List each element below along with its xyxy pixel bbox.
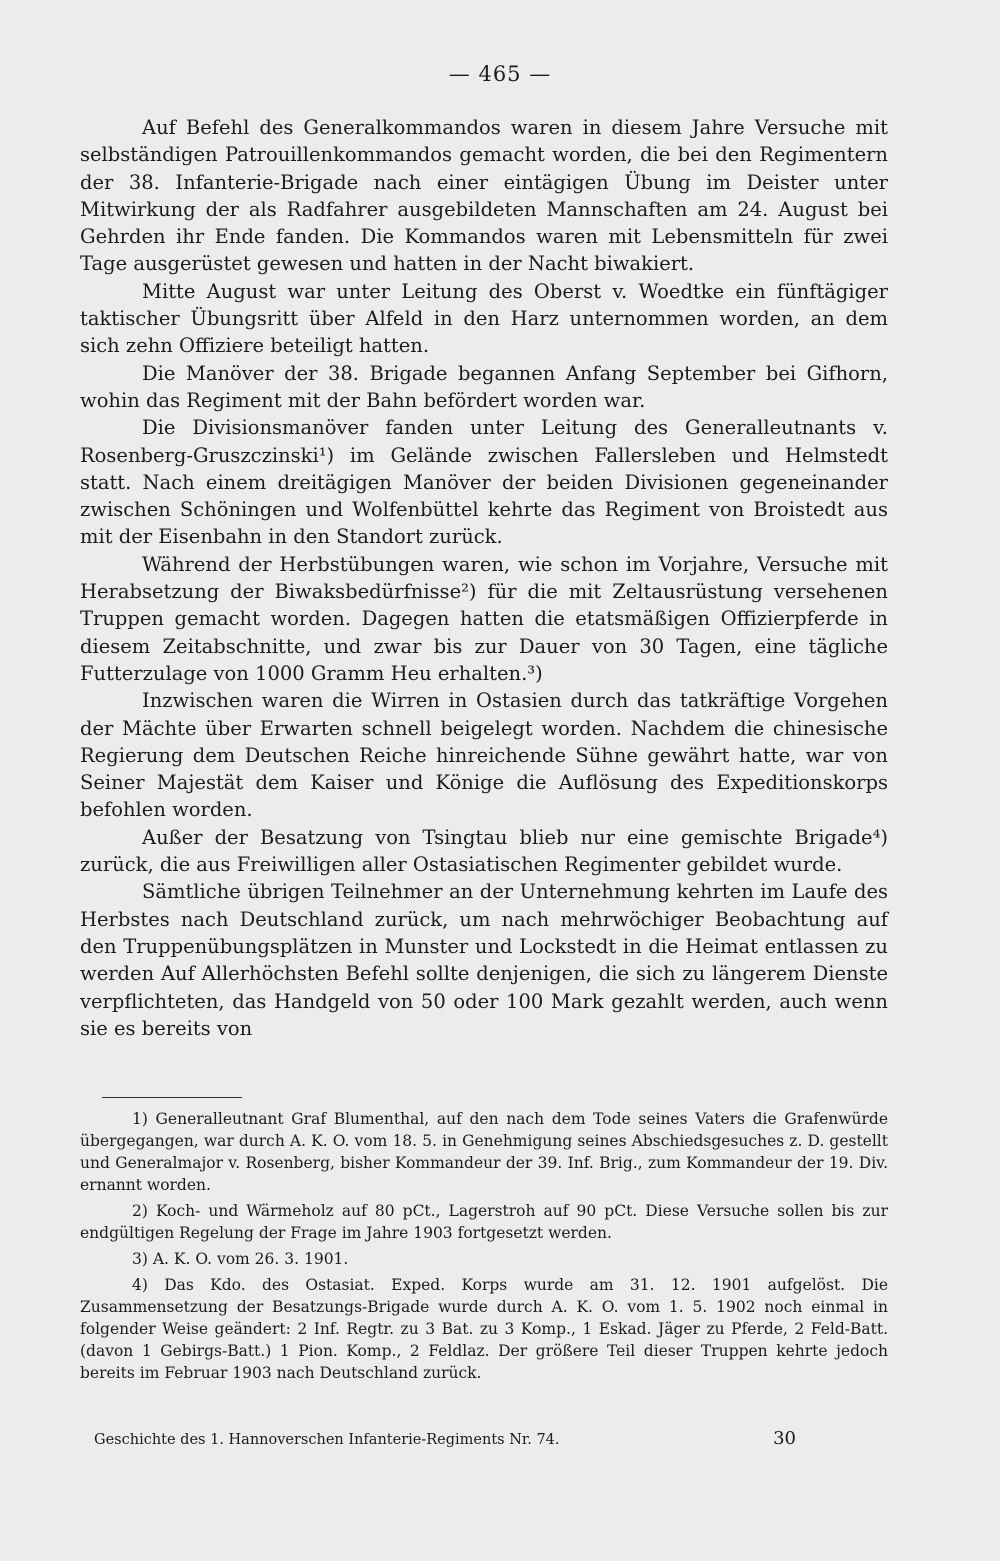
footnote-3: 3) A. K. O. vom 26. 3. 1901. [132,1250,349,1268]
signature-mark: 30 [773,1428,796,1449]
paragraph-1: Auf Befehl des Generalkommandos waren in diesem Jahre Versuche mit selbständigen Patrouillenkommandos gemacht worden, die bei den Regimentern der 38. Infanterie-Brigade nach einer eintägigen Übung im Deister unter Mitwirkung der als Radfahrer ausgebildeten Mannschaften am 24. August bei Gehrden ihr Ende fanden. Die Kommandos waren mit Lebensmitteln für zwei Tage ausgerüstet gewesen und hatten in der Nacht biwakiert. [80,116,888,276]
footnote-2: 2) Koch- und Wärmeholz auf 80 pCt., Lagerstroh auf 90 pCt. Diese Versuche sollen bis zur endgültigen Regelung der Frage im Jahre 1903 fortgesetzt werden. [80,1202,888,1242]
page-footer [80,1428,888,1449]
paragraph-5: Während der Herbstübungen waren, wie schon im Vorjahre, Versuche mit Herabsetzung der Biwaksbedürfnisse²) für die mit Zeltausrüstung versehenen Truppen gemacht worden. Dagegen hatten die etatsmäßigen Offizierpferde in diesem Zeitabschnitte, und zwar bis zur Dauer von 30 Tagen, eine tägliche Futterzulage von 1000 Gramm Heu erhalten.³) [80,552,888,685]
paragraph-3: Die Manöver der 38. Brigade begannen Anfang September bei Gifhorn, wohin das Regiment mit der Bahn befördert worden war. [80,361,888,412]
footnotes [80,1108,888,1388]
paragraph-8: Sämtliche übrigen Teilnehmer an der Unternehmung kehrten im Laufe des Herbstes nach Deutschland zurück, um nach mehrwöchiger Beobachtung auf den Truppenübungsplätzen in Munster und Lockstedt in die Heimat entlassen zu werden Auf Allerhöchsten Befehl sollte denjenigen, die sich zu längerem Dienste verpflichteten, das Handgeld von 50 oder 100 Mark gezahlt werden, auch wenn sie es bereits von [80,880,888,1040]
paragraph-7: Außer der Besatzung von Tsingtau blieb nur eine gemischte Brigade⁴) zurück, die aus Freiwilligen aller Ostasiatischen Regimenter gebildet wurde. [80,825,888,877]
body-text [80,114,888,1042]
paragraph-2: Mitte August war unter Leitung des Oberst v. Woedtke ein fünftägiger taktischer Übungsritt über Alfeld in den Harz unternommen worden, an dem sich zehn Offiziere beteiligt hatten. [80,279,888,358]
footnote-1: 1) Generalleutnant Graf Blumenthal, auf den nach dem Tode seines Vaters die Grafenwürde übergegangen, war durch A. K. O. vom 18. 5. in Genehmigung seines Abschiedsgesuches z. D. gestellt und Generalmajor v. Rosenberg, bisher Kommandeur der 39. Inf. Brig., zum Kommandeur der 19. Div. ernannt worden. [80,1110,888,1194]
footnote-separator [102,1097,242,1098]
paragraph-6: Inzwischen waren die Wirren in Ostasien durch das tatkräftige Vorgehen der Mächte über Erwarten schnell beigelegt worden. Nachdem die chinesische Regierung dem Deutschen Reiche hinreichende Sühne gewährt hatte, war von Seiner Majestät dem Kaiser und Könige die Auflösung des Expeditionskorps befohlen worden. [80,689,888,822]
book-title: Geschichte des 1. Hannoverschen Infanterie-Regiments Nr. 74. [94,1432,560,1448]
paragraph-4: Die Divisionsmanöver fanden unter Leitung des Generalleutnants v. Rosenberg-Gruszczinski¹) im Gelände zwischen Fallersleben und Helmstedt statt. Nach einem dreitägigen Manöver der beiden Divisionen gegeneinander zwischen Schöningen und Wolfenbüttel kehrte das Regiment von Broistedt aus mit der Eisenbahn in den Standort zurück. [80,416,888,549]
page-number: — 465 — [448,62,552,86]
footnote-4: 4) Das Kdo. des Ostasiat. Exped. Korps wurde am 31. 12. 1901 aufgelöst. Die Zusammensetzung der Besatzungs-Brigade wurde durch A. K. O. vom 1. 5. 1902 noch einmal in folgender Weise geändert: 2 Inf. Regtr. zu 3 Bat. zu 3 Komp., 1 Eskad. Jäger zu Pferde, 2 Feld-Batt. (davon 1 Gebirgs-Batt.) 1 Pion. Komp., 2 Feldlaz. Der größere Teil dieser Truppen kehrte jedoch bereits im Februar 1903 nach Deutschland zurück. [80,1276,888,1382]
